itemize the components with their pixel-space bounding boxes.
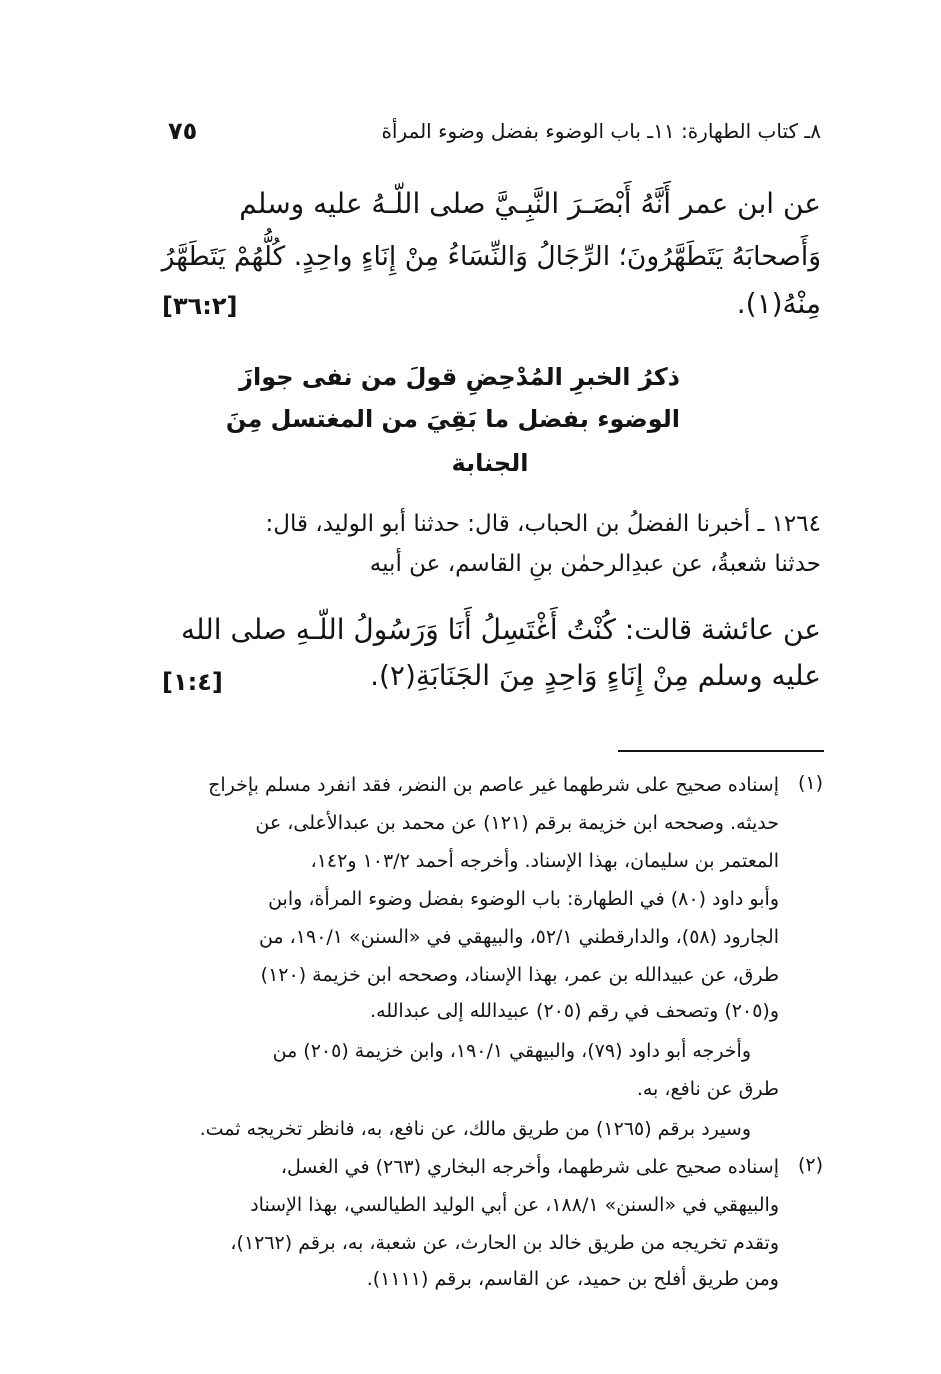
- footnote-1-para2-line-2: طرق عن نافع، به.: [636, 1078, 779, 1100]
- footnote-2-line-3: وتقدم تخريجه من طريق خالد بن الحارث، عن شعبة، به، برقم (١٢٦٢)،: [230, 1232, 779, 1254]
- footnote-2-line-4: ومن طريق أفلح بن حميد، عن القاسم، برقم (١١١١).: [366, 1268, 779, 1290]
- footnote-1-number: (١): [797, 772, 823, 794]
- hadith1-line-2: وَأَصحابَهُ يَتَطَهَّرُونَ؛ الرِّجَالُ وَالنِّسَاءُ مِنْ إِنَاءٍ واحِدٍ. كُلُّهُمْ يَتَطَهَّرُ: [161, 241, 821, 272]
- footnote-1-line-4: وأبو داود (٨٠) في الطهارة: باب الوضوء بفضل وضوء المرأة، وابن: [268, 888, 779, 910]
- hadith1-line-1: عن ابن عمر أَنَّهُ أَبْصَـرَ النَّبِـيَّ صلى اللّـهُ عليه وسلم: [239, 187, 821, 220]
- footnote-1-line-2: حديثه. وصححه ابن خزيمة برقم (١٢١) عن محمد بن عبدالأعلى، عن: [255, 812, 779, 834]
- running-header-title: ٨ـ كتاب الطهارة: ١١ـ باب الوضوء بفضل وضوء المرأة: [381, 119, 821, 143]
- footnote-1-para2-line-1: وأخرجه أبو داود (٧٩)، والبيهقي ١٩٠/١، وابن خزيمة (٢٠٥) من: [272, 1040, 751, 1062]
- footnote-1-line-7: و(٢٠٥) وتصحف في رقم (٢٠٥) عبيدالله إلى عبدالله.: [370, 1000, 779, 1022]
- footnote-2-line-1: إسناده صحيح على شرطهما، وأخرجه البخاري (٢٦٣) في الغسل،: [280, 1156, 779, 1178]
- footnote-1-line-1: إسناده صحيح على شرطهما غير عاصم بن النضر، فقد انفرد مسلم بإخراج: [208, 774, 779, 796]
- footnote-1-para3: وسيرد برقم (١٢٦٥) من طريق مالك، عن نافع، به، فانظر تخريجه ثمت.: [199, 1118, 751, 1140]
- isnad-line-2: حدثنا شعبةُ، عن عبدِالرحمٰن بنِ القاسم، عن أبيه: [369, 551, 821, 577]
- chapter-heading-line-1: ذكرُ الخبرِ المُدْحِضِ قولَ من نفى جوازَ: [239, 363, 680, 391]
- hadith2-reference: [١:٤]: [162, 668, 223, 696]
- hadith1-reference: [٣٦:٢]: [162, 292, 238, 320]
- footnote-1-line-5: الجارود (٥٨)، والدارقطني ٥٢/١، والبيهقي في «السنن» ١٩٠/١، من: [258, 926, 779, 948]
- footnote-2-line-2: والبيهقي في «السنن» ١٨٨/١، عن أبي الوليد الطيالسي، بهذا الإسناد: [250, 1194, 779, 1216]
- hadith2-line-2: عليه وسلم مِنْ إِنَاءٍ وَاحِدٍ مِنَ الجَنَابَةِ(٢).: [370, 659, 821, 692]
- footnote-separator: [618, 750, 824, 752]
- chapter-heading-line-3: الجنابة: [451, 449, 529, 477]
- chapter-heading-line-2: الوضوء بفضل ما بَقِيَ من المغتسل مِنَ: [225, 405, 680, 433]
- isnad-line-1: ١٢٦٤ ـ أخبرنا الفضلُ بن الحباب، قال: حدثنا أبو الوليد، قال:: [265, 511, 821, 537]
- footnote-2-number: (٢): [797, 1154, 823, 1176]
- footnote-1-line-3: المعتمر بن سليمان، بهذا الإسناد. وأخرجه أحمد ١٠٣/٢ و١٤٢،: [310, 850, 779, 872]
- page-number: ٧٥: [168, 117, 198, 145]
- hadith1-line-3: مِنْهُ(١).: [736, 287, 821, 320]
- hadith2-line-1: عن عائشة قالت: كُنْتُ أَغْتَسِلُ أَنَا وَرَسُولُ اللّـهِ صلى الله: [180, 613, 821, 646]
- footnote-1-line-6: طرق، عن عبيدالله بن عمر، بهذا الإسناد، وصححه ابن خزيمة (١٢٠): [260, 964, 779, 986]
